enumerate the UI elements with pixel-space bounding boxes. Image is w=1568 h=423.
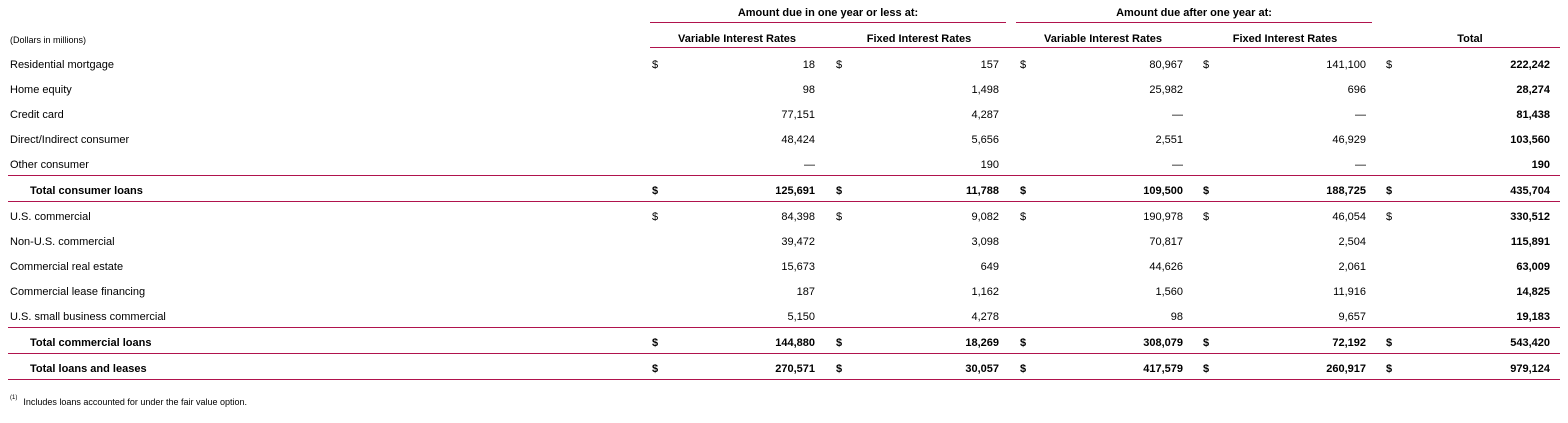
- cell-variable-after: 1,560: [1155, 286, 1183, 298]
- cell-total: 81,438: [1516, 109, 1550, 121]
- cell-fixed-after: 9,657: [1338, 311, 1366, 323]
- cell-total: 28,274: [1516, 84, 1550, 96]
- cell-total: 979,124: [1510, 363, 1550, 375]
- column-header-total: Total: [1457, 33, 1483, 45]
- row-label: Non-U.S. commercial: [10, 236, 115, 248]
- row-divider: [8, 201, 1560, 202]
- dollar-sign: $: [836, 363, 843, 375]
- dollar-sign: $: [1020, 211, 1027, 223]
- cell-total: 190: [1531, 159, 1550, 171]
- row-label: Direct/Indirect consumer: [10, 134, 130, 146]
- dollar-sign: $: [652, 59, 659, 71]
- row-label: Total consumer loans: [30, 185, 143, 197]
- cell-variable-after: 80,967: [1149, 59, 1183, 71]
- dollar-sign: $: [1203, 337, 1210, 349]
- cell-variable-after: —: [1172, 109, 1183, 121]
- dollar-sign: $: [1386, 363, 1393, 375]
- cell-variable-within: 144,880: [775, 337, 815, 349]
- dollar-sign: $: [1020, 363, 1027, 375]
- cell-variable-after: 25,982: [1149, 84, 1183, 96]
- dollar-sign: $: [1020, 337, 1027, 349]
- cell-variable-within: 77,151: [781, 109, 815, 121]
- row-label: Total commercial loans: [30, 337, 152, 349]
- dollar-sign: $: [652, 211, 659, 223]
- cell-total: 330,512: [1510, 211, 1550, 223]
- cell-fixed-within: 649: [980, 261, 999, 273]
- cell-fixed-after: 46,929: [1332, 134, 1366, 146]
- cell-variable-within: —: [804, 159, 815, 171]
- row-label: Total loans and leases: [30, 363, 147, 375]
- footnote-marker: (1): [10, 395, 18, 401]
- cell-variable-after: 308,079: [1143, 337, 1183, 349]
- row-label: Home equity: [10, 84, 72, 96]
- dollar-sign: $: [1020, 59, 1027, 71]
- cell-fixed-after: 72,192: [1332, 337, 1366, 349]
- group-underline-after-one-year: [1016, 22, 1372, 23]
- dollar-sign: $: [1203, 59, 1210, 71]
- cell-fixed-within: 30,057: [965, 363, 999, 375]
- cell-fixed-after: 260,917: [1326, 363, 1366, 375]
- cell-total: 63,009: [1516, 261, 1550, 273]
- cell-variable-within: 15,673: [781, 261, 815, 273]
- cell-fixed-within: 4,287: [971, 109, 999, 121]
- column-header-variable-within: Variable Interest Rates: [677, 33, 796, 45]
- cell-variable-within: 125,691: [775, 185, 815, 197]
- footnote-text: Includes loans accounted for under the fair value option.: [23, 397, 247, 407]
- cell-fixed-within: 18,269: [965, 337, 999, 349]
- dollar-sign: $: [1203, 185, 1210, 197]
- group-header-within-one-year: Amount due in one year or less at:: [737, 7, 919, 19]
- cell-total: 14,825: [1516, 286, 1550, 298]
- cell-fixed-after: 188,725: [1326, 185, 1366, 197]
- cell-fixed-within: 9,082: [971, 211, 999, 223]
- cell-variable-within: 98: [802, 84, 815, 96]
- cell-variable-after: 70,817: [1149, 236, 1183, 248]
- cell-fixed-within: 1,162: [971, 286, 999, 298]
- cell-variable-within: 84,398: [781, 211, 815, 223]
- cell-total: 19,183: [1516, 311, 1550, 323]
- cell-total: 103,560: [1510, 134, 1550, 146]
- dollar-sign: $: [1020, 185, 1027, 197]
- cell-fixed-after: 141,100: [1326, 59, 1366, 71]
- cell-total: 543,420: [1510, 337, 1550, 349]
- row-label: Other consumer: [10, 159, 89, 171]
- dollar-sign: $: [652, 363, 659, 375]
- units-label: (Dollars in millions): [10, 35, 87, 45]
- row-divider: [8, 353, 1560, 354]
- cell-fixed-after: 2,504: [1338, 236, 1366, 248]
- dollar-sign: $: [1386, 185, 1393, 197]
- cell-variable-after: —: [1172, 159, 1183, 171]
- cell-variable-within: 270,571: [775, 363, 815, 375]
- dollar-sign: $: [836, 59, 843, 71]
- row-label: Residential mortgage: [10, 59, 114, 71]
- cell-fixed-after: 2,061: [1338, 261, 1366, 273]
- dollar-sign: $: [1203, 363, 1210, 375]
- cell-fixed-within: 5,656: [971, 134, 999, 146]
- cell-fixed-after: —: [1355, 109, 1366, 121]
- dollar-sign: $: [1203, 211, 1210, 223]
- row-label: U.S. small business commercial: [10, 311, 166, 323]
- row-divider: [8, 327, 1560, 328]
- column-header-variable-after: Variable Interest Rates: [1043, 33, 1162, 45]
- cell-variable-after: 417,579: [1143, 363, 1183, 375]
- footnote: [10, 397, 247, 407]
- cell-fixed-after: 11,916: [1333, 286, 1366, 298]
- cell-variable-after: 2,551: [1155, 134, 1183, 146]
- header-underline: [650, 47, 1560, 48]
- cell-fixed-within: 3,098: [971, 236, 999, 248]
- group-underline-within-one-year: [650, 22, 1006, 23]
- cell-variable-after: 190,978: [1143, 211, 1183, 223]
- dollar-sign: $: [1386, 337, 1393, 349]
- row-divider: [8, 175, 1560, 176]
- dollar-sign: $: [652, 185, 659, 197]
- row-label: Credit card: [10, 109, 64, 121]
- dollar-sign: $: [1386, 59, 1393, 71]
- column-header-fixed-after: Fixed Interest Rates: [1232, 33, 1338, 45]
- row-divider: [8, 379, 1560, 380]
- cell-fixed-within: 190: [980, 159, 999, 171]
- dollar-sign: $: [836, 185, 843, 197]
- cell-total: 222,242: [1510, 59, 1550, 71]
- cell-fixed-within: 4,278: [971, 311, 999, 323]
- cell-variable-within: 48,424: [781, 134, 815, 146]
- dollar-sign: $: [652, 337, 659, 349]
- cell-variable-within: 5,150: [787, 311, 815, 323]
- cell-fixed-within: 11,788: [965, 185, 999, 197]
- dollar-sign: $: [1386, 211, 1393, 223]
- cell-variable-after: 44,626: [1149, 261, 1183, 273]
- cell-variable-within: 18: [802, 59, 815, 71]
- cell-total: 435,704: [1510, 185, 1550, 197]
- row-label: Commercial lease financing: [10, 286, 146, 298]
- cell-variable-after: 98: [1170, 311, 1183, 323]
- cell-variable-within: 187: [796, 286, 815, 298]
- cell-fixed-within: 1,498: [971, 84, 999, 96]
- cell-fixed-within: 157: [980, 59, 999, 71]
- cell-fixed-after: —: [1355, 159, 1366, 171]
- group-header-after-one-year: Amount due after one year at:: [1116, 7, 1272, 19]
- dollar-sign: $: [836, 211, 843, 223]
- cell-fixed-after: 46,054: [1332, 211, 1366, 223]
- cell-variable-within: 39,472: [781, 236, 815, 248]
- row-label: U.S. commercial: [10, 211, 91, 223]
- cell-total: 115,891: [1510, 236, 1550, 248]
- cell-variable-after: 109,500: [1143, 185, 1183, 197]
- column-header-fixed-within: Fixed Interest Rates: [866, 33, 972, 45]
- cell-fixed-after: 696: [1347, 84, 1366, 96]
- row-label: Commercial real estate: [10, 261, 124, 273]
- dollar-sign: $: [836, 337, 843, 349]
